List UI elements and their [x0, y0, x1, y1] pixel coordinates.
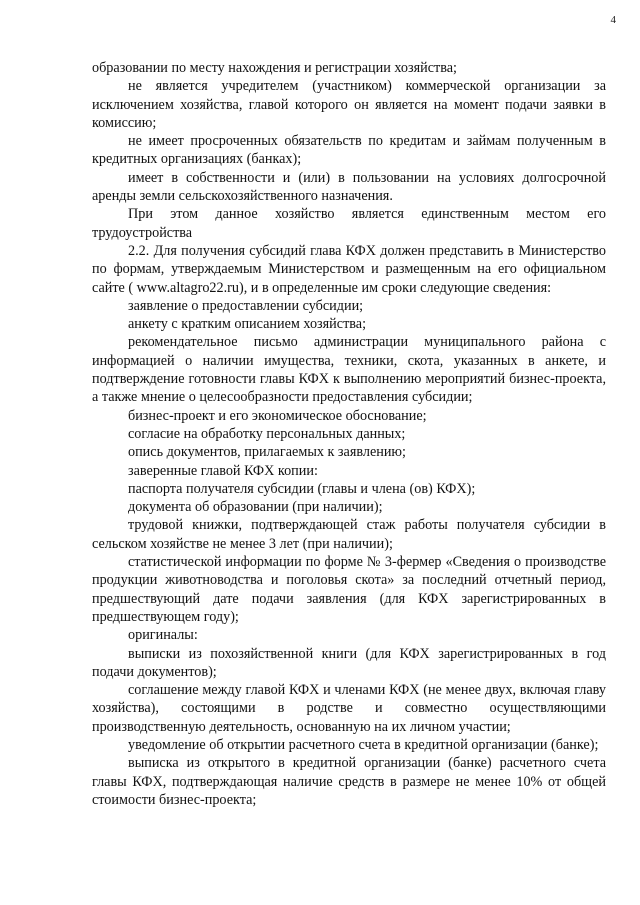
paragraph: При этом данное хозяйство является единственным местом его трудоустройства [92, 206, 606, 241]
paragraph: бизнес-проект и его экономическое обоснование; [128, 407, 427, 424]
paragraph: заявление о предоставлении субсидии; [128, 297, 364, 314]
paragraph: заверенные главой КФХ копии: [128, 462, 318, 479]
paragraph: выписка из открытого в кредитной организации (банке) расчетного счета главы КФХ, подтверждающая наличие средств в размере не менее 10% от общей стоимости бизнес-проекта; [92, 755, 606, 808]
paragraph: согласие на обработку персональных данных; [128, 425, 406, 442]
paragraph: имеет в собственности и (или) в пользовании на условиях долгосрочной аренды земли сельскохозяйственного назначения. [92, 169, 606, 205]
paragraph: рекомендательное письмо администрации муниципального района с информацией о наличии имущества, техники, скота, указанных в анкете, и подтверждение готовности главы КФХ к выполнению мероприятий бизнес-проекта, а также мнение о целесообразности предоставления субсидии; [92, 334, 606, 406]
paragraph: опись документов, прилагаемых к заявлению; [128, 444, 406, 461]
paragraph: 2.2. Для получения субсидий глава КФХ должен представить в Министерство по формам, утверждаемым Министерством и размещенным на его официальном сайте ( www.altagro22.ru), и в определенные им сроки следующие сведения: [92, 242, 606, 296]
document-body [92, 59, 606, 809]
paragraph: паспорта получателя субсидии (главы и члена (ов) КФХ); [128, 480, 476, 497]
paragraph: документа об образовании (при наличии); [128, 499, 383, 516]
paragraph: не является учредителем (участником) коммерческой организации за исключением хозяйства, главой которого он является на момент подачи заявки в комиссию; [92, 78, 606, 131]
paragraph: соглашение между главой КФХ и членами КФХ (не менее двух, включая главу хозяйства), состоящими в родстве и совместно осуществляющими производственную деятельность, основанную на их личном участии; [92, 682, 606, 735]
paragraph: не имеет просроченных обязательств по кредитам и займам полученным в кредитных организациях (банках); [92, 133, 606, 168]
page-number: 4 [610, 14, 616, 26]
paragraph: уведомление об открытии расчетного счета в кредитной организации (банке); [128, 736, 599, 753]
paragraph: выписки из похозяйственной книги (для КФХ зарегистрированных в год подачи документов); [92, 645, 606, 680]
paragraph: трудовой книжки, подтверждающей стаж работы получателя субсидии в сельском хозяйстве не менее 3 лет (при наличии); [92, 517, 606, 552]
paragraph: оригиналы: [128, 627, 198, 644]
paragraph: анкету с кратким описанием хозяйства; [128, 316, 367, 333]
paragraph: статистической информации по форме № 3-фермер «Сведения о производстве продукции животноводства и поголовья скота» за последний отчетный период, предшествующий дате подачи заявления (для КФХ зарегистрированных в предшествующем году); [92, 554, 606, 625]
paragraph: образовании по месту нахождения и регистрации хозяйства; [92, 60, 457, 76]
